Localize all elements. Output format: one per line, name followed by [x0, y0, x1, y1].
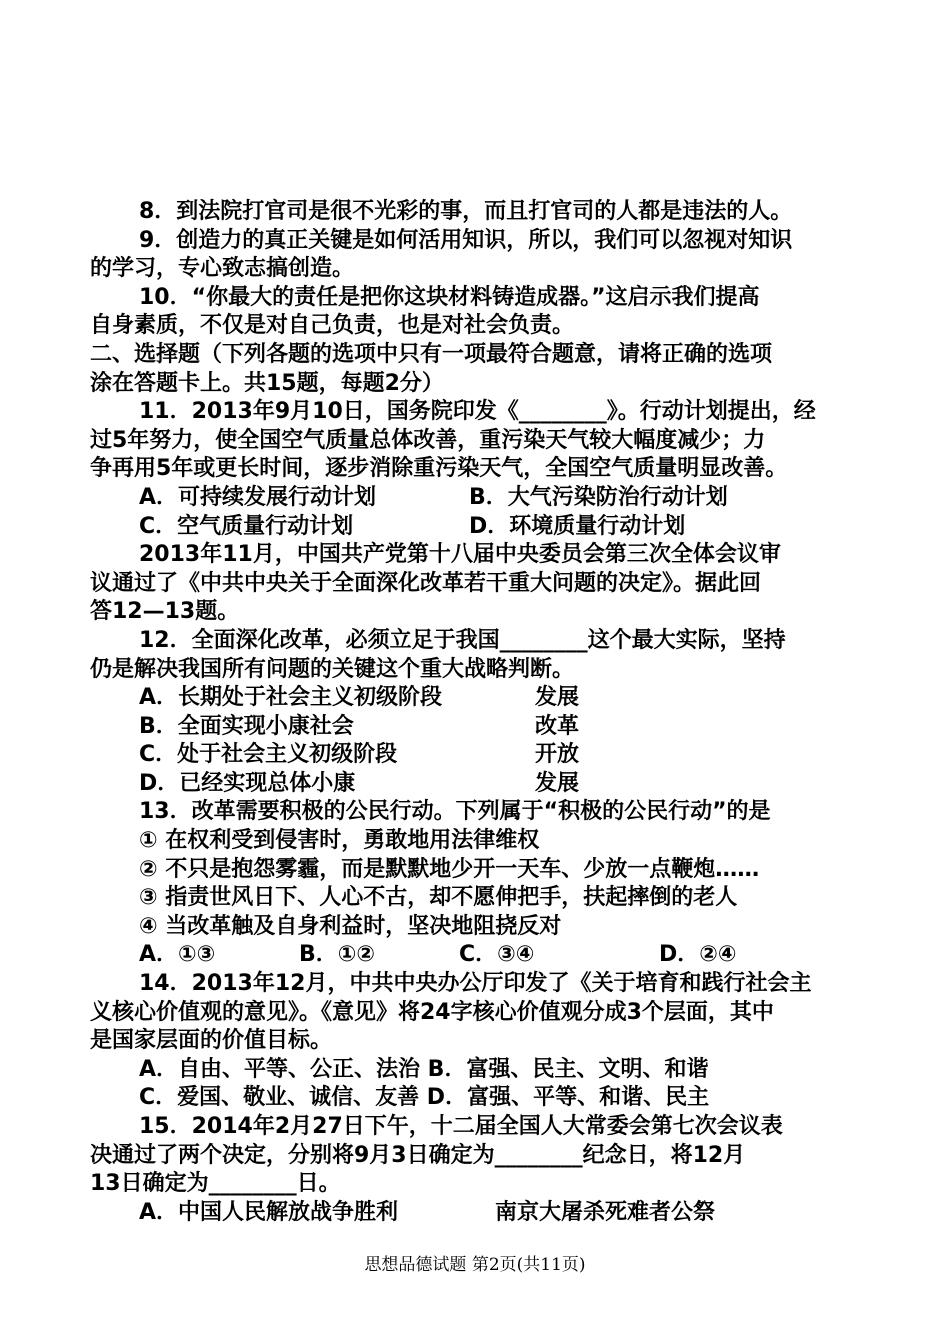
q12-option-a: A．长期处于社会主义初级阶段 发展	[139, 685, 580, 711]
page-footer: 思想品德试题 第2页(共11页)	[364, 1255, 586, 1275]
question-11-cont: 过5年努力，使全国空气质量总体改善，重污染天气较大幅度减少；力	[90, 427, 766, 453]
q12-option-d: D．已经实现总体小康 发展	[139, 770, 580, 796]
question-10-cont: 自身素质，不仅是对自己负责，也是对社会负责。	[90, 313, 575, 339]
q13-statement-4: ④ 当改革触及自身利益时，坚决地阻挠反对	[139, 913, 562, 939]
q14-options-cd: C．爱国、敬业、诚信、友善 D．富强、平等、和谐、民主	[139, 1085, 710, 1111]
section-heading-cont: 涂在答题卡上。共15题，每题2分）	[90, 370, 444, 396]
question-9-cont: 的学习，专心致志搞创造。	[90, 256, 355, 282]
stem-12-13-cont: 议通过了《中共中央关于全面深化改革若干重大问题的决定》。据此回	[90, 570, 762, 596]
question-15-cont: 决通过了两个决定，分别将9月3日确定为________纪念日，将12月	[90, 1142, 746, 1168]
section-heading: 二、选择题（下列各题的选项中只有一项最符合题意，请将正确的选项	[90, 341, 773, 367]
question-14: 14．2013年12月，中共中央办公厅印发了《关于培育和践行社会主	[139, 971, 812, 997]
question-10: 10．“你最大的责任是把你这块材料铸造成器。”这启示我们提高	[139, 284, 760, 310]
stem-12-13: 2013年11月，中国共产党第十八届中央委员会第三次全体会议审	[139, 542, 781, 568]
q11-option-d: D．环境质量行动计划	[469, 513, 686, 539]
q13-statement-3: ③ 指责世风日下、人心不古，却不愿伸把手，扶起摔倒的老人	[139, 885, 738, 911]
q13-statement-1: ① 在权利受到侵害时，勇敢地用法律维权	[139, 828, 540, 854]
q11-option-a: A．可持续发展行动计划	[139, 484, 377, 510]
q13-option-d: D．②④	[659, 942, 737, 968]
q11-options-row	[90, 484, 870, 513]
exam-content	[90, 198, 870, 1227]
question-11-cont: 争再用5年或更长时间，逐步消除重污染天气，全国空气质量明显改善。	[90, 456, 788, 482]
q11-options-row	[90, 513, 870, 542]
question-14-cont: 是国家层面的价值目标。	[90, 1028, 333, 1054]
q13-statement-2: ② 不只是抱怨雾霾，而是默默地少开一天车、少放一点鞭炮……	[139, 856, 760, 882]
q15-option-a: A．中国人民解放战争胜利 南京大屠杀死难者公祭	[139, 1199, 716, 1225]
q12-option-c: C．处于社会主义初级阶段 开放	[139, 742, 580, 768]
question-14-cont: 义核心价值观的意见》。《意见》将24字核心价值观分成3个层面，其中	[90, 999, 774, 1025]
q13-option-b: B．①②	[299, 942, 376, 968]
question-9: 9．创造力的真正关键是如何活用知识，所以，我们可以忽视对知识	[139, 227, 793, 253]
question-15-cont: 13日确定为________日。	[90, 1171, 341, 1197]
q14-options-ab: A．自由、平等、公正、法治 B．富强、民主、文明、和谐	[139, 1056, 709, 1082]
question-12-cont: 仍是解决我国所有问题的关键这个重大战略判断。	[90, 656, 575, 682]
question-15: 15．2014年2月27日下午，十二届全国人大常委会第七次会议表	[139, 1114, 783, 1139]
question-12: 12．全面深化改革，必须立足于我国________这个最大实际，坚持	[139, 627, 786, 653]
question-13: 13．改革需要积极的公民行动。下列属于“积极的公民行动”的是	[139, 799, 771, 825]
q11-option-c: C．空气质量行动计划	[139, 513, 354, 539]
question-11: 11．2013年9月10日，国务院印发《________》。行动计划提出，经	[139, 399, 816, 425]
q13-options-row	[90, 941, 870, 970]
question-8: 8．到法院打官司是很不光彩的事，而且打官司的人都是违法的人。	[139, 199, 793, 224]
q13-option-c: C．③④	[459, 942, 535, 968]
q11-option-b: B．大气污染防治行动计划	[469, 484, 728, 510]
stem-12-13-cont: 答12—13题。	[90, 599, 240, 625]
q12-option-b: B．全面实现小康社会 改革	[139, 713, 580, 739]
q13-option-a: A．①③	[139, 942, 216, 968]
